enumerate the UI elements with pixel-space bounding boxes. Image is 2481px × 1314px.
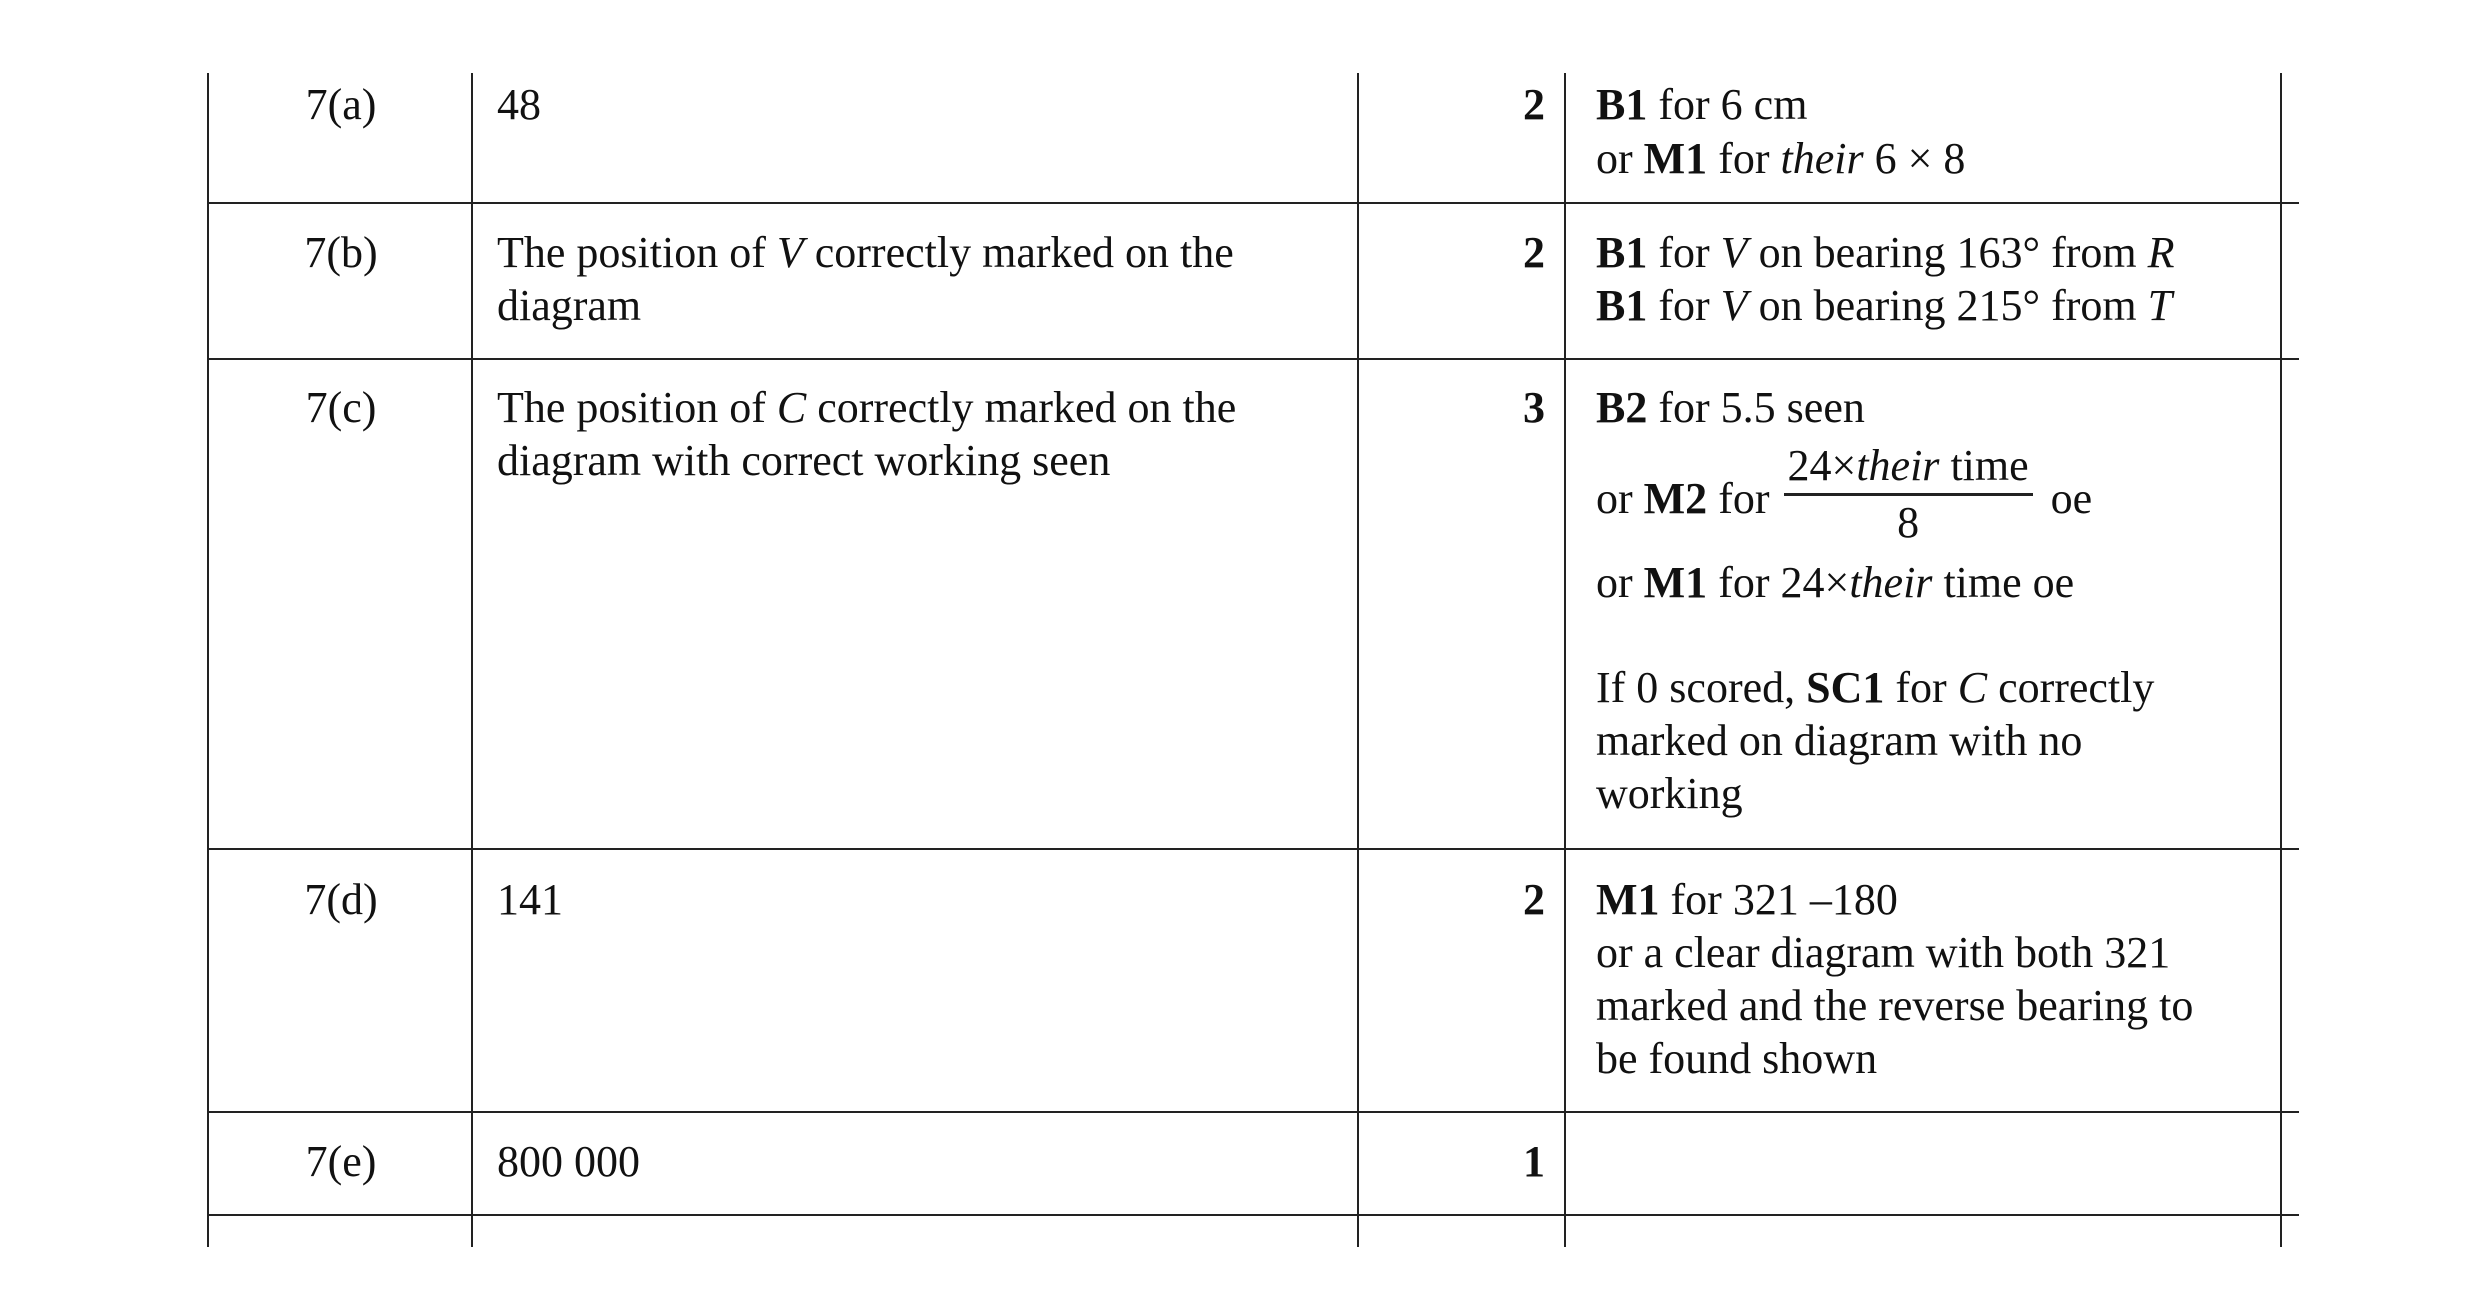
- row-divider-4: [207, 1111, 2299, 1113]
- guidance-7d-line-1: M1 for 321 –180: [1596, 875, 1898, 924]
- guidance-7a-line-1: B1 for 6 cm: [1596, 80, 1808, 129]
- marks-7e: 1: [1523, 1137, 1545, 1186]
- guidance-7d-line-3: marked and the reverse bearing to: [1596, 981, 2194, 1030]
- answer-7b-line-2: diagram: [497, 281, 642, 330]
- fraction-expression: [1784, 443, 2033, 546]
- answer-7b: [497, 226, 1357, 332]
- guidance-7a-line-2: or M1 for their 6 × 8: [1596, 134, 1966, 183]
- guidance-7c-line-3: or M1 for 24×their time oe: [1596, 558, 2075, 607]
- mark-scheme-table: [207, 73, 2299, 1247]
- row-divider-5: [207, 1214, 2299, 1216]
- guidance-7d-line-4: be found shown: [1596, 1034, 1878, 1083]
- guidance-7b-line-2: B1 for V on bearing 215° from T: [1596, 281, 2173, 330]
- question-number-7b: 7(b): [304, 228, 378, 277]
- fraction-numerator: 24×their time: [1784, 443, 2033, 496]
- answer-7d-text: 141: [497, 875, 563, 924]
- guidance-7d-line-2: or a clear diagram with both 321: [1596, 928, 2171, 977]
- answer-7e: [497, 1135, 1357, 1188]
- answer-7c-line-2: diagram with correct working seen: [497, 436, 1111, 485]
- guidance-7c-spacer: [1596, 609, 2286, 661]
- question-number-7a: 7(a): [305, 80, 377, 129]
- guidance-7c-line-2-label: or M2 for: [1596, 473, 1770, 523]
- question-number-7d: 7(d): [304, 875, 378, 924]
- guidance-7d: [1596, 873, 2286, 1085]
- guidance-7c-line-5: marked on diagram with no: [1596, 716, 2083, 765]
- guidance-7c-line-6: working: [1596, 769, 1743, 818]
- row-divider-3: [207, 848, 2299, 850]
- marks-7d: 2: [1523, 875, 1545, 924]
- fraction-denominator: 8: [1897, 498, 1920, 548]
- guidance-7c: [1596, 381, 2286, 820]
- guidance-7b: [1596, 226, 2286, 332]
- column-divider-marks: [1564, 73, 1566, 1247]
- marks-7b: 2: [1523, 228, 1545, 277]
- guidance-7c-line-4: If 0 scored, SC1 for C correctly: [1596, 663, 2155, 712]
- answer-7c: [497, 381, 1357, 487]
- guidance-7a: [1596, 78, 2286, 186]
- row-divider-2: [207, 358, 2299, 360]
- column-divider-answer: [1357, 73, 1359, 1247]
- answer-7c-line-1: The position of C correctly marked on the: [497, 383, 1237, 432]
- row-divider-1: [207, 202, 2299, 204]
- question-number-7c: 7(c): [305, 383, 377, 432]
- answer-7b-line-1: The position of V correctly marked on the: [497, 228, 1234, 277]
- answer-7a-text: 48: [497, 80, 541, 129]
- marks-7a: 2: [1523, 80, 1545, 129]
- guidance-7c-line-1: B2 for 5.5 seen: [1596, 383, 1865, 432]
- guidance-7b-line-1: B1 for V on bearing 163° from R: [1596, 228, 2175, 277]
- answer-7d: [497, 873, 1357, 926]
- guidance-7c-line-2-suffix: oe: [2050, 473, 2093, 523]
- guidance-7c-line-2: [1596, 434, 2286, 556]
- answer-7a: [497, 78, 1357, 131]
- marks-7c: 3: [1523, 383, 1545, 432]
- answer-7e-text: 800 000: [497, 1137, 640, 1186]
- question-number-7e: 7(e): [305, 1137, 377, 1186]
